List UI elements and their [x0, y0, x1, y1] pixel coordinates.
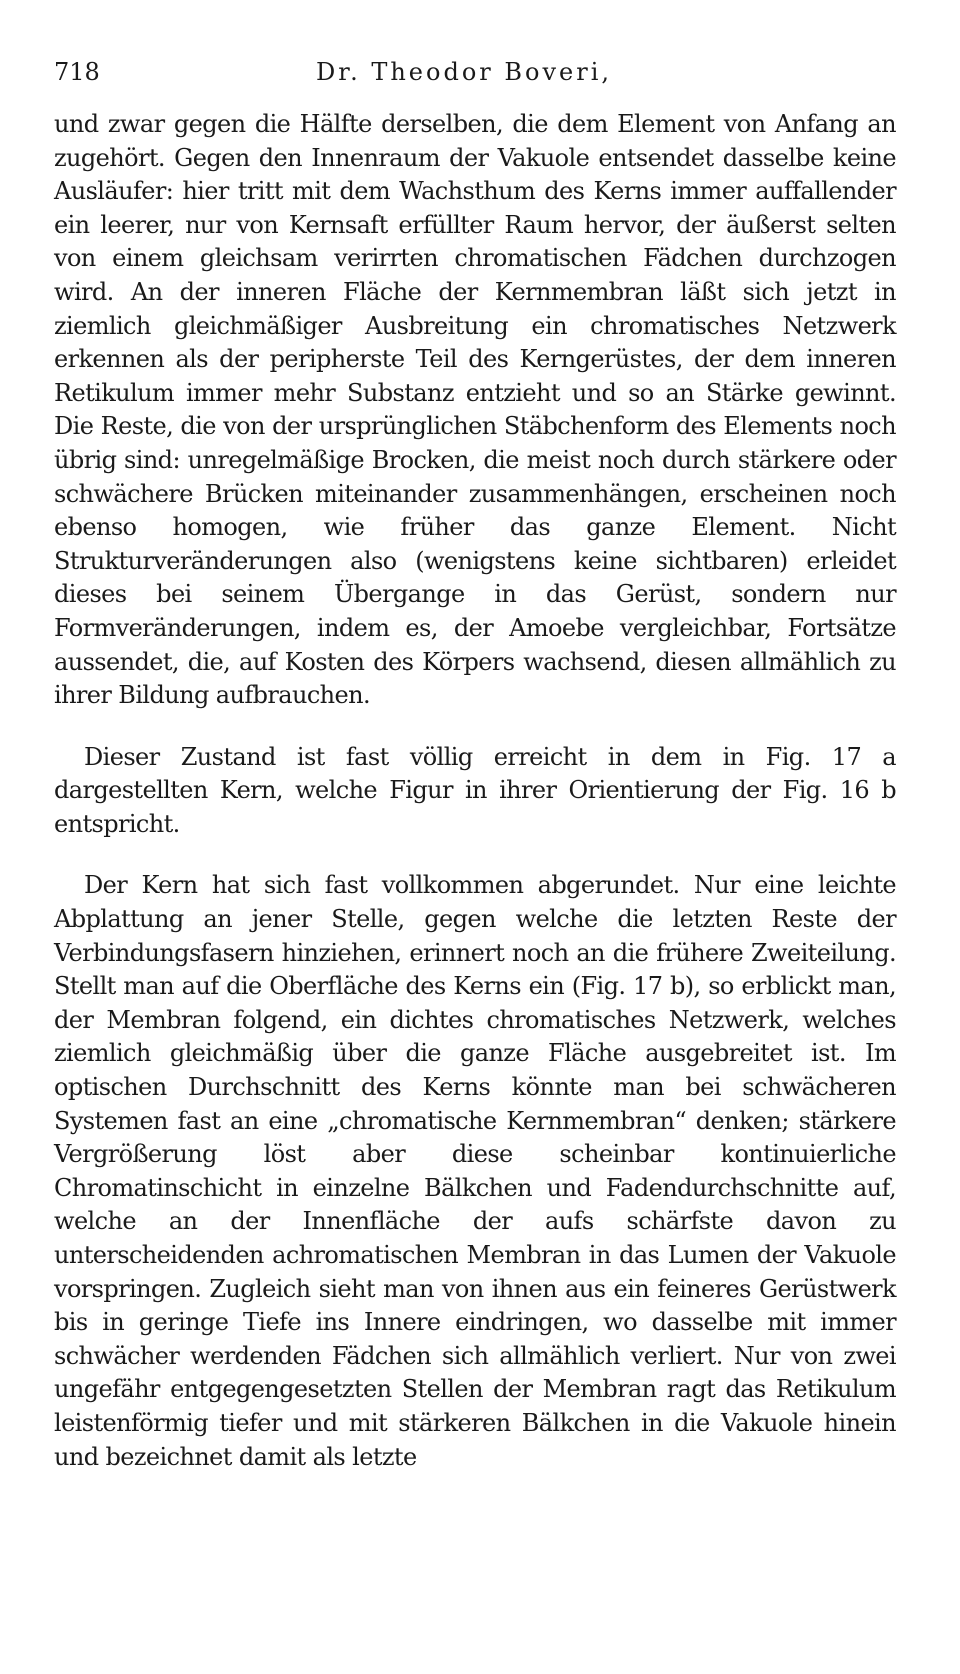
page-number: 718 — [54, 58, 100, 86]
paragraph-3: Der Kern hat sich fast vollkommen abgerundet. Nur eine leichte Abplattung an jener Stelle, gegen welche die letzten Reste der Verbindungsfasern hinziehen, erinnert noch an die frühere Zweiteilung. Stellt man auf die Oberfläche des Kerns ein (Fig. 17 b), so erblickt man, der Membran folgend, ein dichtes chromatisches Netzwerk, welches ziemlich gleichmäßig über die ganze Fläche ausgebreitet ist. Im optischen Durchschnitt des Kerns könnte man bei schwächeren Systemen fast an eine „chromatische Kernmembran“ denken; stärkere Vergrößerung löst aber diese scheinbar kontinuierliche Chromatinschicht in einzelne Bälkchen und Fadendurchschnitte auf, welche an der Innenfläche der aufs schärfste davon zu unterscheidenden achromatischen Membran in das Lumen der Vakuole vorspringen. Zugleich sieht man von ihnen aus ein feineres Gerüstwerk bis in geringe Tiefe ins Innere eindringen, wo dasselbe mit immer schwächer werdenden Fädchen sich allmählich verliert. Nur von zwei ungefähr entgegengesetzten Stellen der Membran ragt das Retikulum leistenförmig tiefer und mit stärkeren Bälkchen in die Vakuole hinein und bezeichnet damit als letzte — [54, 871, 896, 1471]
body-text — [54, 108, 896, 1474]
running-head: Dr. Theodor Boveri, — [316, 58, 612, 86]
paragraph-2: Dieser Zustand ist fast völlig erreicht in dem in Fig. 17 a dargestellten Kern, welche Figur in ihrer Orientierung der Fig. 16 b entspricht. — [54, 742, 896, 838]
paragraph-1: und zwar gegen die Hälfte derselben, die dem Element von Anfang an zugehört. Gegen den Innenraum der Vakuole entsendet dasselbe keine Ausläufer: hier tritt mit dem Wachsthum des Kerns immer auffallender ein leerer, nur von Kernsaft erfüllter Raum hervor, der äußerst selten von einem gleichsam verirrten chromatischen Fädchen durchzogen wird. An der inneren Fläche der Kernmembran läßt sich jetzt in ziemlich gleichmäßiger Ausbreitung ein chromatisches Netzwerk erkennen als der peripherste Teil des Kerngerüstes, der dem inneren Retikulum immer mehr Substanz entzieht und so an Stärke gewinnt. Die Reste, die von der ursprünglichen Stäbchenform des Elements noch übrig sind: unregelmäßige Brocken, die meist noch durch stärkere oder schwächere Brücken miteinander zusammenhängen, erscheinen noch ebenso homogen, wie früher das ganze Element. Nicht Strukturveränderungen also (wenigstens keine sichtbaren) erleidet dieses bei seinem Übergange in das Gerüst, sondern nur Formveränderungen, indem es, der Amoebe vergleichbar, Fortsätze aussendet, die, auf Kosten des Körpers wachsend, diesen allmählich zu ihrer Bildung aufbrauchen. — [54, 110, 896, 710]
page-header — [54, 58, 896, 98]
